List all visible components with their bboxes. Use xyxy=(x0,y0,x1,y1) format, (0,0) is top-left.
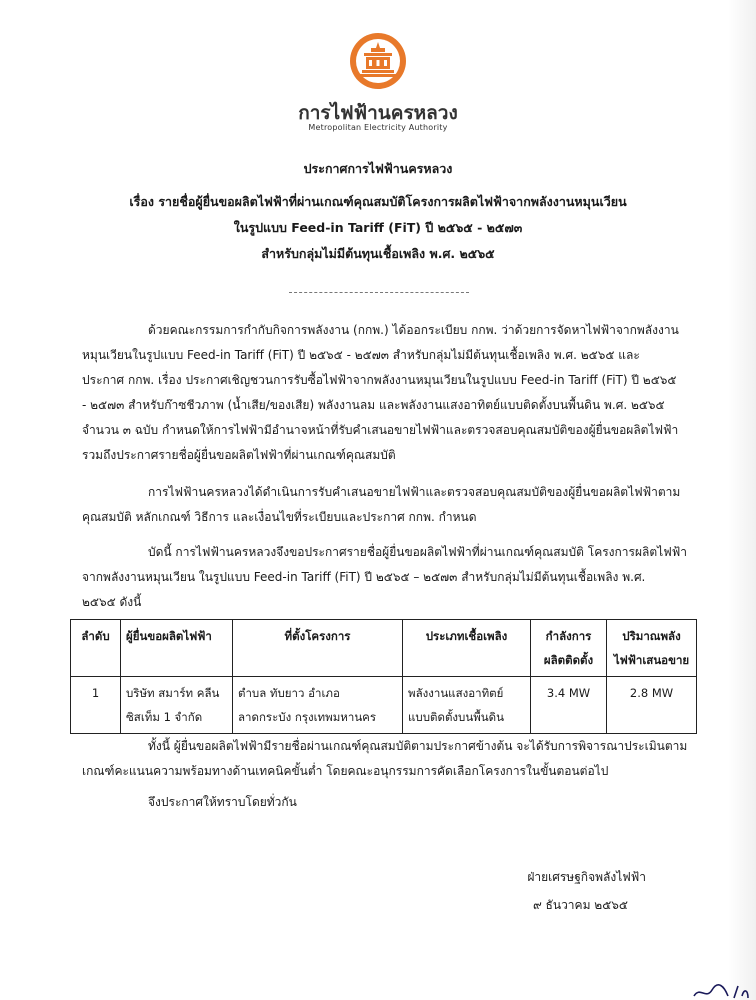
header-offered-line1: ปริมาณพลัง xyxy=(622,629,681,643)
cell-capacity: 3.4 MW xyxy=(531,677,607,734)
paragraph-line: ด้วยคณะกรรมการกำกับกิจการพลังงาน (กกพ.) ได้ออกระเบียบ กกพ. ว่าด้วยการจัดหาไฟฟ้าจากพลังงาน xyxy=(148,323,679,337)
org-name-thai: การไฟฟ้านครหลวง xyxy=(298,102,458,124)
paragraph-line: ๒๕๖๕ ดังนี้ xyxy=(82,595,142,609)
cell-applicant-line2: ซิสเท็ม 1 จำกัด xyxy=(126,710,203,724)
emblem-icon xyxy=(349,32,407,90)
page-edge-shadow xyxy=(728,0,756,1000)
announcement-title-line1: ประกาศการไฟฟ้านครหลวง xyxy=(303,161,453,176)
header-location: ที่ตั้งโครงการ xyxy=(233,620,403,677)
paragraph-3 xyxy=(82,540,702,615)
table-header-row xyxy=(71,620,697,677)
header-fuel: ประเภทเชื้อเพลิง xyxy=(403,620,531,677)
header-applicant: ผู้ยื่นขอผลิตไฟฟ้า xyxy=(121,620,233,677)
table-row xyxy=(71,677,697,734)
cell-applicant-line1: บริษัท สมาร์ท คลีน xyxy=(126,686,220,700)
announcement-title-line4: สำหรับกลุ่มไม่มีต้นทุนเชื้อเพลิง พ.ศ. ๒๕๖๕ xyxy=(261,246,495,261)
paragraph-line: คุณสมบัติ หลักเกณฑ์ วิธีการ และเงื่อนไขที่ระเบียบและประกาศ กกพ. กำหนด xyxy=(82,510,477,524)
paragraph-line: หมุนเวียนในรูปแบบ Feed-in Tariff (FiT) ปี ๒๕๖๕ - ๒๕๗๓ สำหรับกลุ่มไม่มีต้นทุนเชื้อเพลิง พ.ศ. ๒๕๖๕ และ xyxy=(82,348,640,362)
cell-no: 1 xyxy=(71,677,121,734)
paragraph-line: รวมถึงประกาศรายชื่อผู้ยื่นขอผลิตไฟฟ้าที่ผ่านเกณฑ์คุณสมบัติ xyxy=(82,448,396,462)
paragraph-line: ทั้งนี้ ผู้ยื่นขอผลิตไฟฟ้ามีรายชื่อผ่านเกณฑ์คุณสมบัติตามประกาศข้างต้น จะได้รับการพิจารณาประเมินตาม xyxy=(148,739,688,753)
cell-applicant xyxy=(121,677,233,734)
paragraph-4 xyxy=(82,734,702,784)
org-name-english: Metropolitan Electricity Authority xyxy=(308,123,448,132)
signature-department: ฝ่ายเศรษฐกิจพลังไฟฟ้า xyxy=(527,870,646,884)
paragraph-line: ประกาศ กกพ. เรื่อง ประกาศเชิญชวนการรับซื้อไฟฟ้าจากพลังงานหมุนเวียนในรูปแบบ Feed-in Tariff (FiT) ปี ๒๕๖๕ xyxy=(82,373,677,387)
cell-location-line2: ลาดกระบัง กรุงเทพมหานคร xyxy=(238,710,377,724)
cell-fuel-line2: แบบติดตั้งบนพื้นดิน xyxy=(408,710,504,724)
header-capacity-line2: ผลิตติดตั้ง xyxy=(543,653,594,667)
paragraph-line: การไฟฟ้านครหลวงได้ดำเนินการรับคำเสนอขายไฟฟ้าและตรวจสอบคุณสมบัติของผู้ยื่นขอผลิตไฟฟ้าตาม xyxy=(148,485,681,499)
paragraph-line: จากพลังงานหมุนเวียน ในรูปแบบ Feed-in Tariff (FiT) ปี ๒๕๖๕ – ๒๕๗๓ สำหรับกลุ่มไม่มีต้นทุนเชื้อเพลิง พ.ศ. xyxy=(82,570,646,584)
paragraph-line: - ๒๕๗๓ สำหรับก๊าซชีวภาพ (น้ำเสีย/ของเสีย) พลังงานลม และพลังงานแสงอาทิตย์แบบติดตั้งบนพื้นดิน พ.ศ. ๒๕๖๕ xyxy=(82,398,665,412)
cell-location-line1: ตำบล ทับยาว อำเภอ xyxy=(238,686,340,700)
cell-offered: 2.8 MW xyxy=(607,677,697,734)
header-offered-line2: ไฟฟ้าเสนอขาย xyxy=(613,653,690,667)
announcement-title-line3: ในรูปแบบ Feed-in Tariff (FiT) ปี ๒๕๖๕ - ๒๕๗๓ xyxy=(233,220,523,235)
paragraph-line: เกณฑ์คะแนนความพร้อมทางด้านเทคนิคขั้นต่ำ โดยคณะอนุกรรมการคัดเลือกโครงการในขั้นตอนต่อไป xyxy=(82,764,609,778)
title-divider xyxy=(289,292,469,293)
header-no: ลำดับ xyxy=(71,620,121,677)
announcement-title-line2: เรื่อง รายชื่อผู้ยื่นขอผลิตไฟฟ้าที่ผ่านเกณฑ์คุณสมบัติโครงการผลิตไฟฟ้าจากพลังงานหมุนเวียน xyxy=(129,194,627,209)
paragraph-line: บัดนี้ การไฟฟ้านครหลวงจึงขอประกาศรายชื่อผู้ยื่นขอผลิตไฟฟ้าที่ผ่านเกณฑ์คุณสมบัติ โครงการผลิตไฟฟ้า xyxy=(148,545,687,559)
cell-fuel-line1: พลังงานแสงอาทิตย์ xyxy=(408,686,504,700)
paragraph-1 xyxy=(82,318,702,468)
closing-line: จึงประกาศให้ทราบโดยทั่วกัน xyxy=(148,795,297,809)
cell-location xyxy=(233,677,403,734)
paragraph-5 xyxy=(82,790,702,815)
cell-fuel xyxy=(403,677,531,734)
signature-date: ๙ ธันวาคม ๒๕๖๕ xyxy=(532,898,628,912)
header-offered xyxy=(607,620,697,677)
qualified-applicants-table xyxy=(70,619,697,734)
header-capacity xyxy=(531,620,607,677)
paragraph-2 xyxy=(82,480,702,530)
paragraph-line: จำนวน ๓ ฉบับ กำหนดให้การไฟฟ้ามีอำนาจหน้าที่รับคำเสนอขายไฟฟ้าและตรวจสอบคุณสมบัติของผู้ยื่นขอผลิตไฟฟ้า xyxy=(82,423,679,437)
signature-ink-mark xyxy=(690,982,750,1000)
header-capacity-line1: กำลังการ xyxy=(545,629,592,643)
